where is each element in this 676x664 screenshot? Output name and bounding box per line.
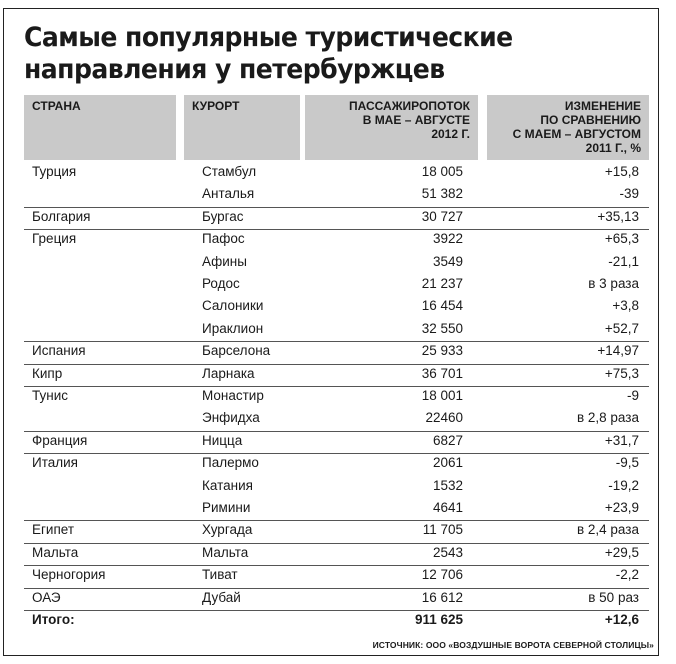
source-note: ИСТОЧНИК: ООО «ВОЗДУШНЫЕ ВОРОТА СЕВЕРНОЙ СТОЛИЦЫ»	[372, 640, 654, 650]
cell-country: Тунис	[32, 388, 68, 403]
cell-resort: Афины	[202, 253, 247, 269]
header-change-line: С МАЕМ – АВГУСТОМ	[512, 127, 641, 141]
header-change	[487, 95, 649, 160]
cell-passengers: 30 727	[421, 208, 463, 224]
cell-resort: Катания	[202, 477, 253, 493]
cell-passengers: 4641	[432, 500, 463, 515]
title-line-1: Самые популярные туристические	[24, 22, 513, 53]
cell-change: +14,97	[597, 343, 639, 359]
cell-change: в 50 раз	[588, 589, 639, 605]
cell-resort: Дубай	[202, 589, 241, 605]
cell-resort: Салоники	[202, 298, 264, 314]
cell-passengers: 51 382	[421, 186, 463, 202]
table-row	[24, 183, 649, 205]
total-row	[24, 609, 649, 631]
title-line-2: направления у петербуржцев	[24, 54, 445, 85]
header-passengers-line: ПАССАЖИРОПОТОК	[349, 99, 470, 113]
cell-change: +29,5	[604, 544, 639, 560]
header-passengers-line: В МАЕ – АВГУСТЕ	[362, 113, 470, 127]
cell-change: +35,13	[597, 208, 639, 224]
cell-resort: Барселона	[202, 343, 271, 359]
cell-change: +65,3	[604, 231, 639, 247]
header-country: СТРАНА	[24, 95, 176, 160]
header-change-line: ПО СРАВНЕНИЮ	[540, 113, 641, 127]
cell-passengers: 11 705	[422, 522, 463, 538]
cell-country: Италия	[32, 455, 78, 471]
cell-passengers: 21 237	[421, 276, 463, 291]
cell-resort: Монастир	[202, 388, 264, 403]
total-passengers: 911 625	[414, 612, 463, 627]
cell-resort: Родос	[202, 276, 240, 291]
cell-resort: Ницца	[202, 432, 243, 448]
cell-passengers: 16 612	[421, 589, 463, 605]
cell-country: Египет	[32, 522, 75, 538]
header-change-line: 2011 Г., %	[585, 141, 641, 155]
table-row	[24, 542, 649, 564]
table-row	[24, 161, 649, 183]
cell-change: в 3 раза	[588, 276, 639, 291]
cell-passengers: 3549	[432, 253, 463, 269]
cell-passengers: 18 005	[421, 164, 463, 179]
cell-country: Черногория	[32, 567, 106, 583]
total-label: Итого:	[32, 612, 75, 627]
cell-country: Франция	[32, 432, 88, 448]
cell-change: +15,8	[604, 164, 639, 179]
cell-passengers: 16 454	[421, 298, 463, 314]
table-row	[24, 430, 649, 452]
cell-change: +31,7	[604, 432, 639, 448]
cell-change: в 2,8 раза	[576, 410, 639, 426]
table-row	[24, 340, 649, 362]
cell-passengers: 22460	[425, 410, 463, 426]
cell-resort: Бургас	[202, 208, 244, 224]
cell-resort: Римини	[202, 500, 251, 515]
table-row	[24, 407, 649, 429]
table-row	[24, 251, 649, 273]
page-title	[24, 22, 601, 86]
cell-country: Мальта	[32, 544, 79, 560]
cell-passengers: 1532	[432, 477, 463, 493]
header-passengers-line: 2012 Г.	[431, 127, 470, 141]
table-row	[24, 497, 649, 519]
cell-resort: Ларнака	[202, 365, 255, 381]
table-row	[24, 385, 649, 407]
cell-change: в 2,4 раза	[576, 522, 639, 538]
cell-resort: Палермо	[202, 455, 259, 471]
cell-resort: Тиват	[202, 567, 238, 583]
cell-passengers: 6827	[432, 432, 463, 448]
cell-change: -19,2	[608, 477, 639, 493]
cell-resort: Ираклион	[202, 320, 264, 336]
cell-change: +23,9	[604, 500, 639, 515]
header-passengers	[305, 95, 478, 160]
cell-passengers: 2543	[432, 544, 463, 560]
table-row	[24, 206, 649, 228]
table-row	[24, 564, 649, 586]
cell-country: Греция	[32, 231, 77, 247]
cell-passengers: 25 933	[421, 343, 463, 359]
cell-country: Испания	[32, 343, 86, 359]
cell-resort: Пафос	[202, 231, 245, 247]
cell-change: -39	[619, 186, 639, 202]
cell-resort: Энфидха	[202, 410, 260, 426]
cell-passengers: 12 706	[421, 567, 463, 583]
cell-passengers: 18 001	[421, 388, 463, 403]
table-row	[24, 295, 649, 317]
header-resort: КУРОРТ	[184, 95, 300, 160]
cell-country: Болгария	[32, 208, 91, 224]
cell-resort: Мальта	[202, 544, 249, 560]
table-row	[24, 228, 649, 250]
cell-change: -9,5	[615, 455, 639, 471]
cell-change: +75,3	[604, 365, 639, 381]
cell-passengers: 2061	[432, 455, 463, 471]
table-row	[24, 273, 649, 295]
cell-change: +3,8	[612, 298, 639, 314]
table-row	[24, 318, 649, 340]
cell-resort: Хургада	[202, 522, 253, 538]
total-change: +12,6	[604, 612, 639, 627]
cell-passengers: 32 550	[421, 320, 463, 336]
cell-change: -21,1	[608, 253, 639, 269]
cell-passengers: 3922	[432, 231, 463, 247]
header-change-line: ИЗМЕНЕНИЕ	[564, 99, 641, 113]
table-row	[24, 587, 649, 609]
cell-passengers: 36 701	[421, 365, 463, 381]
table-row	[24, 452, 649, 474]
cell-country: Турция	[32, 164, 77, 179]
cell-change: -9	[626, 388, 639, 403]
cell-change: +52,7	[604, 320, 639, 336]
table-row	[24, 475, 649, 497]
cell-resort: Анталья	[202, 186, 255, 202]
cell-country: ОАЭ	[32, 589, 61, 605]
cell-resort: Стамбул	[202, 164, 257, 179]
table-row	[24, 519, 649, 541]
cell-country: Кипр	[32, 365, 63, 381]
table-row	[24, 363, 649, 385]
cell-change: -2,2	[615, 567, 639, 583]
